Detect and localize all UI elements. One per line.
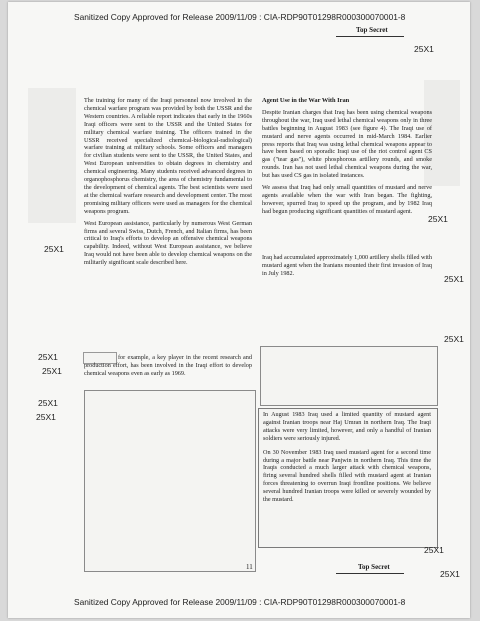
header-classification-rule <box>336 36 404 37</box>
paragraph-august-1983: In August 1983 Iraq used a limited quantity of mustard agent against Iranian troops near Haj Umran in northern Iraq. The Iraqi attacks were very limited, however, and only a handful of Iranian soldiers were seriously injured. <box>263 411 431 442</box>
paragraph-key-player: for example, a key player in the recent research and production effort, has been involved in the Iraqi effort to develop chemical weapons even as early as 1969. <box>84 354 252 377</box>
exemption-mark: 25X1 <box>44 244 64 254</box>
exemption-mark: 25X1 <box>440 569 460 579</box>
exemption-mark: 25X1 <box>38 352 58 362</box>
sanitized-footer: Sanitized Copy Approved for Release 2009/11/09 : CIA-RDP90T01298R000300070001-8 <box>74 597 406 607</box>
exemption-mark: 25X1 <box>424 545 444 555</box>
paragraph-november-1983: On 30 November 1983 Iraq used mustard agent for a second time during a major battle near Panjwin in northern Iraq. This time the Iraqis conducted a much larger attack with chemical weapons, firing several hundred shells filled with mustard agent at Iranian forces threatening to overrun Iraqi frontline positions. We believe several hundred Iranian troops were killed or severely wounded by the mustard. <box>263 448 431 504</box>
redaction-box-left <box>28 88 76 223</box>
page-number: 11 <box>246 563 253 571</box>
header-classification: Top Secret <box>356 26 388 34</box>
redacted-figure-area <box>84 390 256 572</box>
left-column <box>84 97 252 271</box>
paragraph-small-quantities: We assess that Iraq had only small quantities of mustard and nerve agents available when the war with Iran began. The fighting, however, spurred Iraq to speed up the program, and by 1982 Iraq had begun producing significant quantities of mustard agent. <box>262 184 432 215</box>
exemption-mark: 25X1 <box>38 398 58 408</box>
paragraph-west-european: West European assistance, particularly by numerous West German firms and several Swiss, Dutch, French, and Italian firms, has been critical to Iraq's efforts to develop an offensive chemical weapons capability. Indeed, without West European assistance, we believe Iraq would not have been able to develop chemical weapons on the militarily significant scale described here. <box>84 219 252 267</box>
paragraph-training: The training for many of the Iraqi personnel now involved in the chemical warfare program was provided by both the USSR and the Western countries. A reliable report indicates that early in the 1960s Iraqi officers were sent to the USSR and the United States for military chemical warfare training. The officers trained in the USSR received specialized chemical-biological-radiological) warfare training at military schools. Some officers and managers for civilian students were sent to the USSR, the United States, and West European universities to obtain degrees in chemistry and chemical engineering. Many students received advanced degrees in organophosphorus chemistry, the area of chemistry fundamental to the development of chemical agents. The best scientists were used at the chemical warfare research and development center. The most promising military officers were used as managers for the chemical weapons program. <box>84 97 252 215</box>
right-column <box>262 97 432 281</box>
exemption-mark: 25X1 <box>428 214 448 224</box>
exemption-mark: 25X1 <box>444 334 464 344</box>
exemption-mark: 25X1 <box>36 412 56 422</box>
paragraph-agent-use: Despite Iranian charges that Iraq has been using chemical weapons throughout the war, Iraq used lethal chemical weapons only in three battles beginning in August 1983 (see figure 4). The Iraqi use of mustard and nerve agents occurred in mid-March 1984. Earlier press reports that Iraq was using lethal chemical weapons appear to have been based on sporadic Iraqi use of the riot control agent CS gas ("tear gas"), white phosphorous artillery rounds, and smoke rounds. Iran has not used lethal chemical weapons during the war, but has used CS gas in isolated instances. <box>262 108 432 180</box>
section-heading: Agent Use in the War With Iran <box>262 97 350 104</box>
footer-classification: Top Secret <box>358 563 390 571</box>
exemption-mark: 25X1 <box>42 366 62 376</box>
attack-box <box>258 408 438 548</box>
footer-classification-rule <box>336 573 404 574</box>
exemption-mark: 25X1 <box>444 274 464 284</box>
sanitized-header: Sanitized Copy Approved for Release 2009/11/09 : CIA-RDP90T01298R000300070001-8 <box>74 12 406 22</box>
redacted-area-right <box>260 346 438 406</box>
header-exemption-mark: 25X1 <box>414 44 434 54</box>
paragraph-artillery-shells: Iraq had accumulated approximately 1,000 artillery shells filled with mustard agent when the Iranians mounted their first invasion of Iraq in July 1982. <box>262 253 432 277</box>
